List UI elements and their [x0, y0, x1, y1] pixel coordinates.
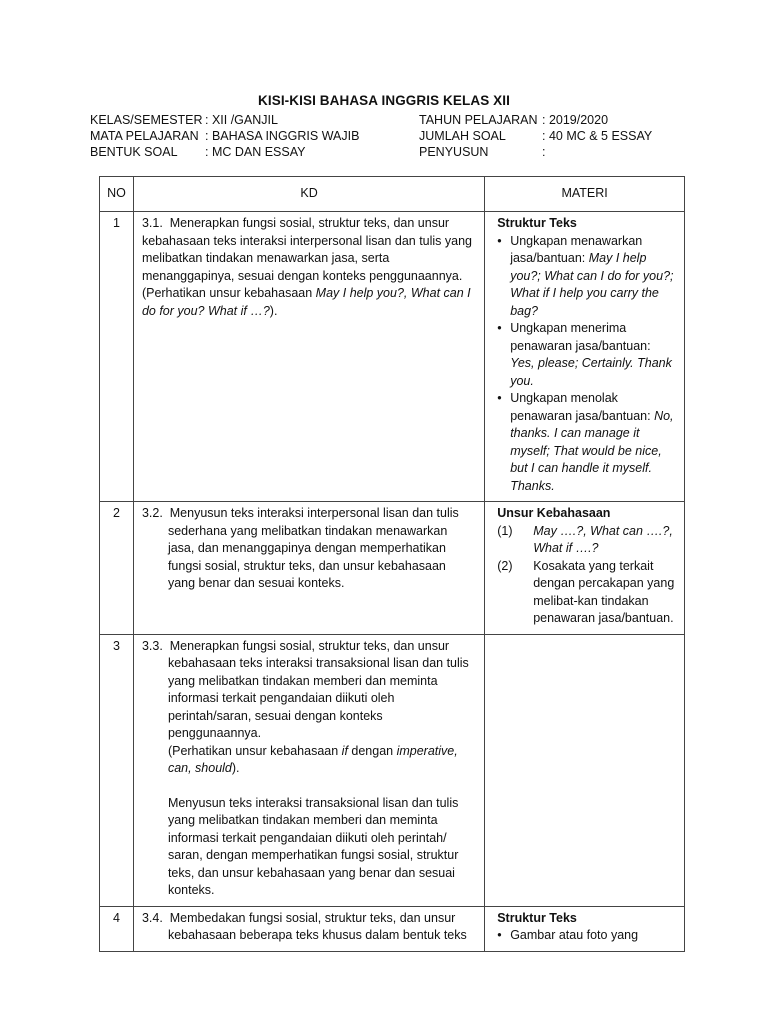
kd-line: sederhana yang melibatkan tindakan menawarkan	[167, 523, 448, 538]
kd-line: melibatkan tindakan menawarkan jasa, serta	[141, 251, 390, 265]
list-item: (2) Kosakata yang terkait dengan percakapan yang melibat-kan tindakan penawaran jasa/bantuan.	[497, 558, 675, 625]
table-row	[100, 634, 685, 906]
row-number: 1	[100, 212, 134, 502]
materi-cell	[485, 906, 685, 951]
kd-line: ).	[269, 303, 278, 318]
table-header-row	[100, 177, 685, 212]
kd-line: fungsi sosial, struktur teks, dan unsur kebahasaan	[167, 558, 446, 573]
meta-label-mapel: MATA PELAJARAN	[90, 129, 199, 143]
kd-italic: if	[341, 743, 348, 758]
kisi-kisi-table	[99, 176, 685, 952]
materi-heading: Unsur Kebahasaan	[497, 506, 611, 520]
materi-heading: Struktur Teks	[497, 910, 577, 925]
meta-label-tahun: TAHUN PELAJARAN	[419, 113, 538, 127]
list-item: (1) May ….?, What can ….?, What if ….?	[497, 523, 673, 555]
kd-line: informasi terkait pengandaian diikuti oleh	[167, 691, 395, 705]
kd-line: menanggapinya, sesuai dengan konteks penggunaannya.	[141, 268, 463, 283]
kd-line: yang benar dan sesuai konteks.	[167, 576, 345, 590]
meta-value-mapel: : BAHASA INGGRIS WAJIB	[205, 129, 360, 143]
list-item: • Gambar atau foto yang	[497, 928, 639, 942]
meta-label-penyusun: PENYUSUN	[419, 145, 489, 159]
table-row	[100, 906, 685, 951]
kd-line: (Perhatikan unsur kebahasaan	[167, 743, 342, 758]
kd-line: perintah/saran, sesuai dengan konteks penggunaannya.	[167, 708, 383, 740]
kd-line: yang melibatkan tindakan memberi dan meminta	[167, 813, 438, 827]
kd-italic: do for you? What if …?	[141, 303, 270, 318]
header-kd: KD	[133, 177, 484, 212]
kd-line: teks, dan unsur kebahasaan yang benar dan sesuai	[167, 865, 455, 880]
materi-heading: Struktur Teks	[497, 216, 577, 230]
kd-line: kebahasaan teks interaksi transaksional lisan dan tulis	[167, 656, 469, 670]
kd-line: kebahasaan teks interaksi interpersonal lisan dan tulis yang	[141, 233, 472, 248]
kd-line: (Perhatikan unsur kebahasaan	[141, 286, 316, 300]
materi-cell	[485, 634, 685, 906]
kd-code: 3.4.	[141, 910, 163, 925]
meta-value-penyusun: :	[542, 145, 546, 159]
kd-cell	[133, 634, 484, 906]
kd-cell	[133, 212, 484, 502]
kd-cell	[133, 502, 484, 635]
kd-italic: May I help you?, What can I	[315, 286, 471, 300]
header-no: NO	[100, 177, 134, 212]
meta-value-bentuk: : MC DAN ESSAY	[205, 145, 306, 159]
kd-line: dengan	[347, 743, 397, 758]
meta-value-jumlah: : 40 MC & 5 ESSAY	[542, 129, 653, 143]
kd-code: 3.1.	[141, 216, 163, 230]
kd-line: Membedakan fungsi sosial, struktur teks, dan unsur	[169, 910, 456, 925]
list-item: • Ungkapan menolak penawaran jasa/bantuan: No, thanks. I can manage it myself; That would be nice, but I can handle it myself. Thanks.	[497, 391, 674, 493]
kd-code: 3.2.	[141, 506, 163, 520]
list-item: • Ungkapan menawarkan jasa/bantuan: May I help you?; What can I do for you?; What if I help you carry the bag?	[497, 233, 674, 318]
kd-line: ).	[231, 761, 240, 775]
kd-line: informasi terkait pengandaian diikuti oleh perintah/	[167, 830, 447, 845]
row-number: 3	[100, 634, 134, 906]
kd-italic: imperative,	[396, 743, 458, 758]
table-row	[100, 212, 685, 502]
kd-line: jasa, dan menanggapinya dengan memperhatikan	[167, 541, 446, 555]
kd-italic: can, should	[167, 761, 232, 775]
materi-cell	[485, 502, 685, 635]
kd-line: kebahasaan beberapa teks khusus dalam bentuk teks	[167, 928, 467, 942]
meta-value-kelas: : XII /GANJIL	[205, 113, 278, 127]
kd-code: 3.3.	[141, 638, 163, 653]
kd-line: Menyusun teks interaksi transaksional lisan dan tulis	[167, 795, 459, 810]
kd-line: konteks.	[167, 883, 215, 897]
kd-line: Menerapkan fungsi sosial, struktur teks, dan unsur	[169, 216, 450, 230]
header-materi: MATERI	[485, 177, 685, 212]
kd-cell	[133, 906, 484, 951]
materi-cell	[485, 212, 685, 502]
meta-label-bentuk: BENTUK SOAL	[90, 145, 178, 159]
row-number: 4	[100, 906, 134, 951]
document-title: KISI-KISI BAHASA INGGRIS KELAS XII	[258, 93, 510, 108]
kd-line: saran, dengan memperhatikan fungsi sosial, struktur	[167, 848, 459, 862]
table-row	[100, 502, 685, 635]
row-number: 2	[100, 502, 134, 635]
meta-label-kelas: KELAS/SEMESTER	[90, 113, 203, 127]
meta-label-jumlah: JUMLAH SOAL	[419, 129, 506, 143]
kd-line: Menerapkan fungsi sosial, struktur teks, dan unsur	[169, 638, 450, 653]
kd-line: yang melibatkan tindakan memberi dan meminta	[167, 673, 438, 688]
kd-line: Menyusun teks interaksi interpersonal lisan dan tulis	[169, 506, 459, 520]
meta-value-tahun: : 2019/2020	[542, 113, 609, 127]
list-item: • Ungkapan menerima penawaran jasa/bantuan: Yes, please; Certainly. Thank you.	[497, 321, 672, 388]
